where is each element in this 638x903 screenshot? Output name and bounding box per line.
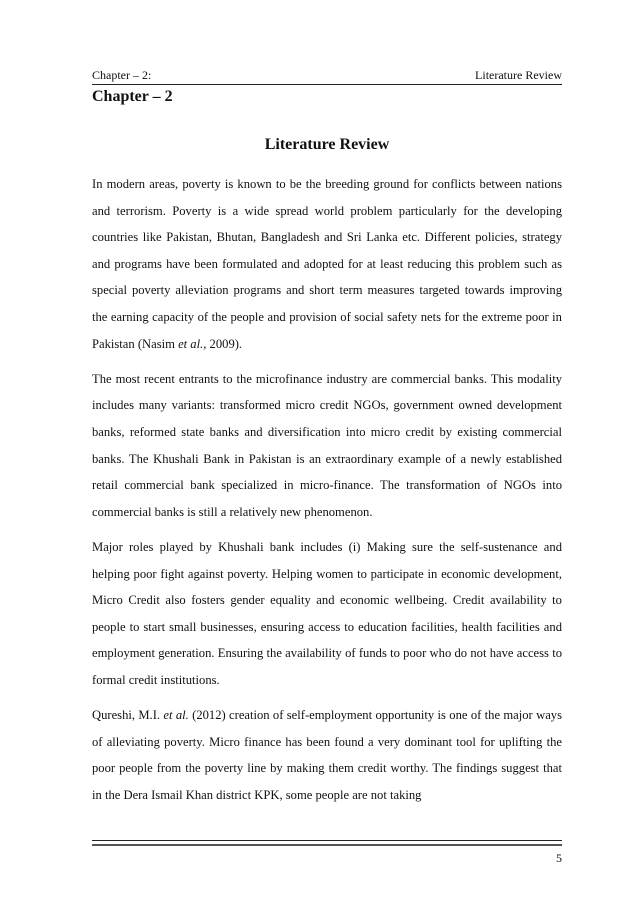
text-line: this problem such as special poverty alleviation programs and short term measures: [92, 256, 562, 298]
header-chapter: Chapter – 2:: [92, 68, 152, 82]
text-line: developing countries like Pakistan, Bhutan, Bangladesh and Sri Lanka etc. Different: [92, 203, 563, 245]
text-line: of a newly established retail commercial bank specialized in micro-finance. The: [92, 451, 563, 493]
text-line: Qureshi, M.I.: [92, 708, 164, 723]
chapter-heading: Chapter – 2: [92, 88, 173, 105]
page-title: Literature Review: [264, 136, 390, 153]
text-line: Major roles played by Khushali bank includes (i) Making sure the self-sustenance and: [92, 539, 562, 554]
text-line: targeted towards improving the earning capacity of the people and provision of social: [92, 283, 563, 324]
text-line: nations and terrorism. Poverty is a wide spread world problem particularly for the: [92, 177, 562, 218]
text-line: uplifting the poor people from the poverty line by making them credit worthy. The: [92, 734, 562, 776]
text-line: (2012) creation of self-employment opportunity is one of the major: [188, 708, 533, 723]
text-line: transformation of NGOs into commercial banks is still a relatively new phenomenon.: [92, 478, 562, 519]
text-line: existing commercial banks. The Khushali Bank in Pakistan is an extraordinary example: [92, 424, 562, 466]
text-line: safety nets for the extreme poor in Pakistan (Nasim: [92, 309, 562, 351]
header-rule: [92, 84, 562, 85]
citation-etal: et al.: [163, 708, 189, 723]
paragraph-4: [92, 702, 562, 808]
text-line: ways of alleviating poverty. Micro finance has been found a very dominant tool for: [92, 708, 562, 749]
text-line: development, Micro Credit also fosters gender equality and economic wellbeing. Credit: [92, 566, 562, 608]
paragraph-3: [92, 534, 562, 694]
text-line: policies, strategy and programs have been formulated and adopted for at least reducing: [92, 230, 562, 271]
footer-rule: [92, 840, 562, 846]
text-line: helping poor fight against poverty. Helping women to participate in economic: [92, 566, 491, 581]
text-line: health facilities and employment generation. Ensuring the availability of funds to poor: [92, 619, 562, 661]
text-line: 2009).: [206, 336, 243, 351]
text-line: The most recent entrants to the microfinance industry are commercial banks. This: [92, 371, 514, 386]
paragraph-2: [92, 366, 562, 526]
paragraph-1: [92, 171, 562, 357]
text-line: In modern areas, poverty is known to be the breeding ground for conflicts between: [92, 177, 522, 191]
text-line: availability to people to start small businesses, ensuring access to education facilities,: [92, 593, 562, 634]
citation-etal: et al.,: [178, 336, 207, 351]
text-line: findings suggest that in the Dera Ismail Khan district KPK, some people are not taking: [92, 761, 562, 802]
text-line: modality includes many variants: transformed micro credit NGOs, government owned: [92, 371, 562, 413]
text-line: development banks, reformed state banks and diversification into micro credit by: [92, 398, 562, 439]
page-number: 5: [556, 851, 562, 865]
header-section-title: Literature Review: [475, 68, 562, 82]
running-header: [92, 68, 562, 84]
body-text: [92, 171, 562, 817]
text-line: who do not have access to formal credit institutions.: [92, 646, 562, 687]
